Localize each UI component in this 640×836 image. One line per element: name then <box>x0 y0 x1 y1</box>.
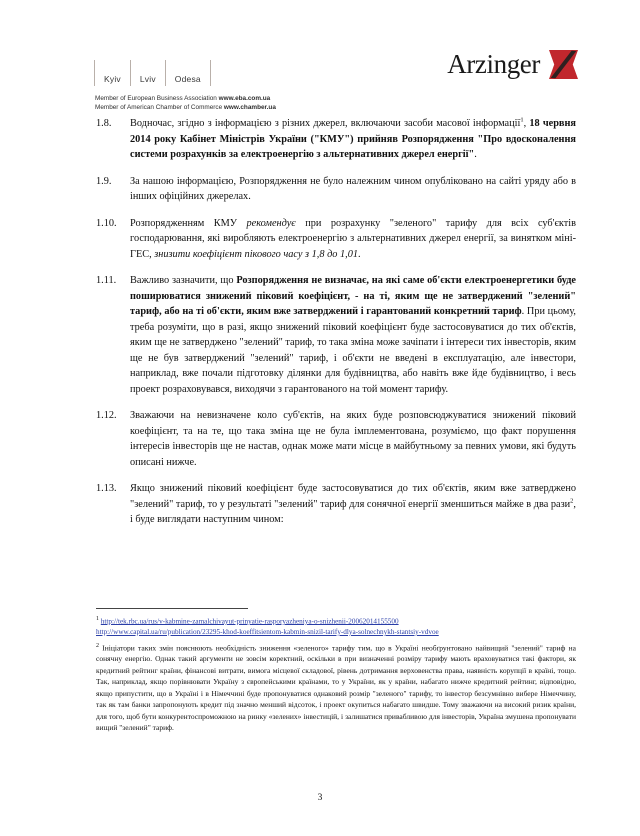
page-header <box>0 0 640 116</box>
text-run-bold: Розпорядження не визначає, на які саме об'єкти електроенергетики буде поширюватися знижений піковий коефіцієнт, - на ті, яким ще не затверджений "зелений" тариф, або на ті об'єкти, яким вже затверджений і гарантований конкретний тариф <box>130 275 576 317</box>
footnote-link-capital[interactable]: http://www.capital.ua/ru/publication/23295-khod-koeffitsientom-kabmin-snizil-tarify-dlya-solnechnykh-stantsiy-vdvoe <box>96 627 439 636</box>
paragraph-111 <box>0 273 640 397</box>
paragraph-text <box>130 116 576 163</box>
text-run-normal: Водночас, згідно з інформацією з різних джерел, включаючи засоби масової інформації <box>130 118 521 129</box>
paragraph-text <box>130 273 576 397</box>
footnote-2-body: Ініціатори таких змін пояснюють необхідність зниження «зеленого» тарифу тим, що в Україні необґрунтовано найвищий "зелений" тариф на сонячну енергію. Однак такий аргументи не зовсім коректний, оскільки в при визначенні розміру тарифу мають враховуватися такі фактори, як кредитний рейтинг країни, фінансові витрати, вимога місцевої складової, рівень дотримання верховенства права, наявність корупції в країні, тощо. Так, наприклад, якщо порівнювати Україну з європейськими країнами, то у України, як у країни, набагато нижче кредитний рейтинг, відповідно, якщо припустити, що в Україні і в Німеччині буде пропонуватися однаковий розмір "зеленого" тарифу, то інвестор безсумнівно вибере Німеччину, так як там банки запропонують кредит під значно менший відсоток, і проект окупиться набагато швидше. Тому зважаючи на високий ризик країни, для того, щоб бути конкурентоспроможною на ринку «зелених» інвестицій, і залишатися привабливою для інвесторів, Україна змушена пропонувати вищий "зелений" тариф. <box>96 643 577 732</box>
paragraph-text <box>130 174 576 205</box>
footnote-1-links <box>96 614 576 638</box>
paragraph-number: 1.11. <box>96 275 117 286</box>
text-run-normal: Зважаючи на невизначене коло суб'єктів, на яких буде розповсюджуватися знижений піковий коефіцієнт, та на те, що така зміна ще не була імплементована, розуміємо, що факт порушення інтересів інвесторів ще не настав, однак може мати місце в майбутньому за певних умови, які будуть описані нижче. <box>130 410 576 468</box>
numbered-paragraph-list <box>0 116 640 528</box>
city-divider <box>210 60 211 86</box>
membership-url-chamber: www.chamber.ua <box>223 103 276 111</box>
membership-text-eba: Member of European Business Association <box>95 95 219 102</box>
city-odesa: Odesa <box>174 74 201 84</box>
membership-line-eba <box>95 95 276 104</box>
text-run-italic: знизити коефіцієнт пікового часу з 1,8 до 1,01 <box>154 248 359 260</box>
paragraph-18 <box>0 116 640 163</box>
paragraph-110 <box>0 216 640 263</box>
footnote-1-marker: 1 <box>96 616 99 622</box>
text-run-normal: За нашою інформацією, Розпорядження не було належним чином опубліковано на сайті уряду або в інших офіційних джерелах. <box>130 175 576 202</box>
paragraph-number: 1.10. <box>96 217 117 229</box>
paragraph-text <box>130 408 576 470</box>
text-run-normal: . <box>358 248 361 260</box>
office-cities <box>94 60 211 86</box>
footnotes-section <box>96 608 576 733</box>
arzinger-z-mark-icon <box>549 50 578 79</box>
membership-line-chamber <box>95 104 276 113</box>
text-run-normal: , і буде виглядати наступним чином: <box>130 498 576 525</box>
text-run-normal: Важливо зазначити, що <box>130 275 237 286</box>
city-lviv: Lviv <box>139 74 156 84</box>
membership-text-chamber: Member of American Chamber of Commerce <box>95 103 224 111</box>
city-kyiv: Kyiv <box>104 74 121 84</box>
text-run-italic: рекомендує <box>246 217 296 229</box>
footnote-link-rbc[interactable]: http://tek.rbc.ua/rus/v-kabmine-zamalchivayut-prinyatie-rasporyazheniya-o-snizhenii-20062014155500 <box>100 617 399 626</box>
text-run-bold: 18 червня 2014 року Кабінет Міністрів України ("КМУ") прийняв Розпорядження "Про вдосконалення системи розрахунків за електроенергію з альтернативних джерел енергії" <box>130 118 576 160</box>
text-run-normal: , <box>523 118 530 129</box>
page-number: 3 <box>317 793 323 803</box>
text-run-normal: . При цьому, треба розуміти, що в разі, якщо знижений піковий коефіцієнт буде застосовуватися до тих об'єктів, яким ще не затверджено "зелений" тариф, то така зміна може зачіпати і інтереси тих інвесторів, яким ще не був затверджений "зелений" тариф, і об'єкти не введені в експлуатацію, але інвестори, наприклад, вже почали підготовку ділянки для будівництва, або навіть вже йде будівництво, і весь проект розраховувався, виходячи з гарантованого на той момент тарифу. <box>130 306 577 395</box>
paragraph-number: 1.9. <box>96 175 112 187</box>
footnote-2-marker: 2 <box>96 642 99 649</box>
text-run-normal: Якщо знижений піковий коефіцієнт буде застосовуватися до тих об'єктів, яким вже затверджено "зелений" тариф, то у результаті "зелений" тариф для сонячної енергії зменшиться майже в два рази <box>130 483 576 510</box>
text-run-normal: Розпорядженням КМУ <box>130 217 247 229</box>
paragraph-text <box>130 216 576 263</box>
footnote-separator-rule <box>96 608 248 609</box>
paragraph-text <box>130 481 576 528</box>
text-run-sup: 2 <box>570 497 574 505</box>
footnote-2-text <box>96 641 576 734</box>
paragraph-number: 1.12. <box>96 410 117 421</box>
document-body <box>0 116 640 539</box>
paragraph-113 <box>0 481 640 528</box>
memberships-block <box>95 95 276 112</box>
text-run-normal: . <box>474 149 477 160</box>
paragraph-19 <box>0 174 640 205</box>
paragraph-112 <box>0 408 640 470</box>
logo-wordmark: Arzinger <box>447 49 540 79</box>
text-run-sup: 1 <box>520 116 524 124</box>
arzinger-logo <box>447 50 578 79</box>
paragraph-number: 1.13. <box>96 483 117 494</box>
paragraph-number: 1.8. <box>96 118 112 129</box>
membership-url-eba: www.eba.com.ua <box>218 95 271 102</box>
text-run-normal: при розрахунку "зеленого" тарифу для всіх суб'єктів господарювання, які виробляють електроенергію з альтернативних джерел енергії, за винятком міні-ГЕС, <box>130 217 576 260</box>
